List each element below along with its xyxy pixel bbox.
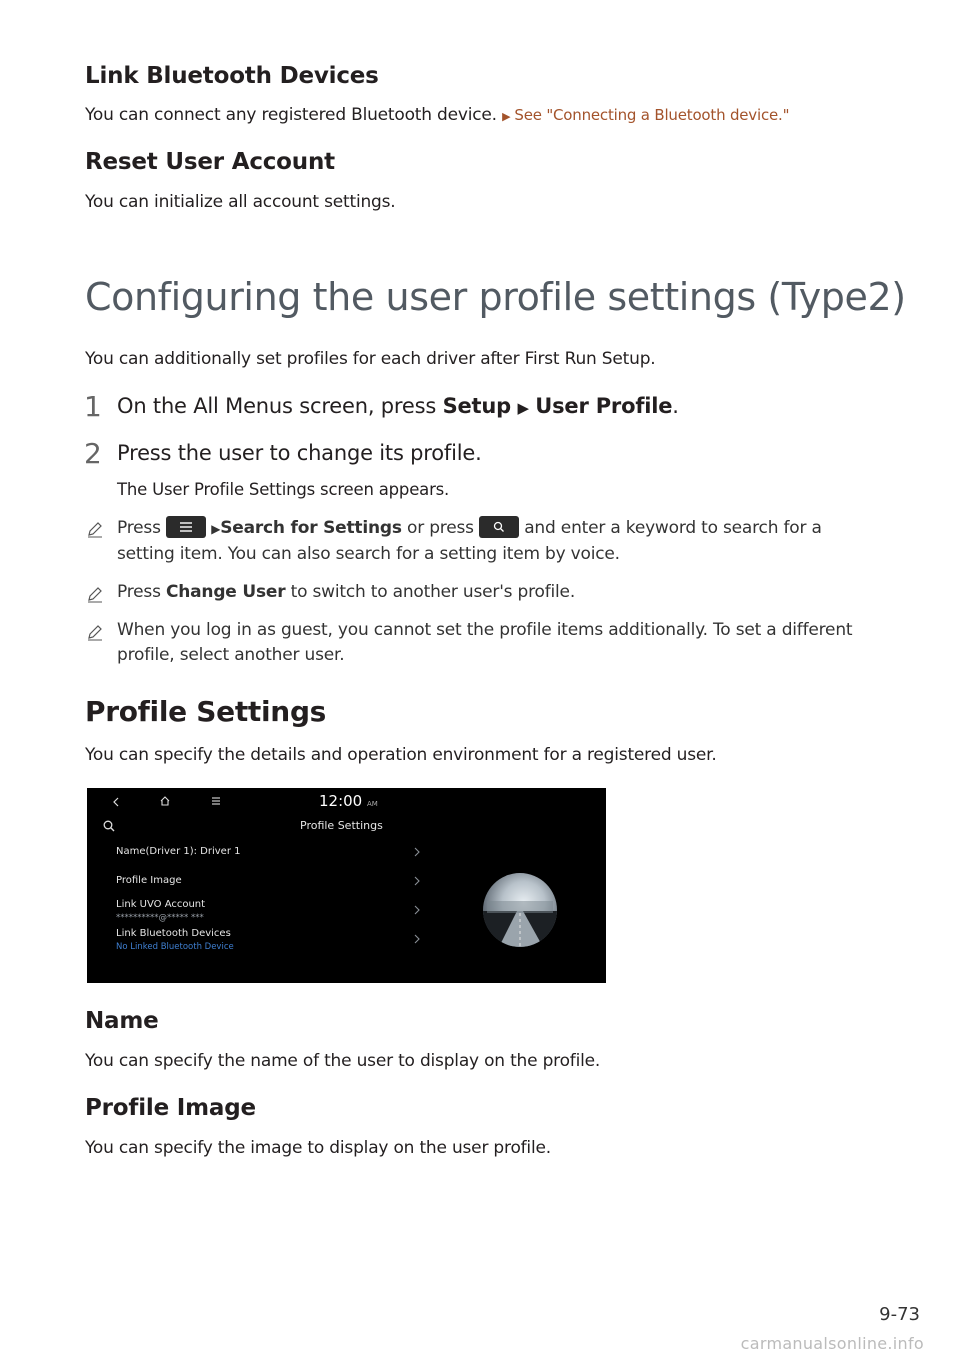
note-3-line2: profile, select another user.	[117, 645, 345, 665]
arrow-right-icon: ▶	[517, 399, 529, 417]
chevron-right-icon	[413, 905, 421, 915]
note-1-line2: setting item. You can also search for a setting item by voice.	[117, 544, 620, 564]
heading-name: Name	[85, 1008, 159, 1034]
note-3	[117, 618, 897, 668]
profile-image-body: You can specify the image to display on the user profile.	[85, 1138, 551, 1158]
clock-ampm: AM	[367, 800, 378, 808]
name-body: You can specify the name of the user to display on the profile.	[85, 1051, 601, 1071]
arrow-right-icon: ▶	[502, 110, 511, 123]
row-bluetooth-sub: No Linked Bluetooth Device	[116, 942, 234, 952]
step-1-user-profile: User Profile	[535, 394, 673, 418]
road-photo	[483, 873, 557, 947]
step-2-text: Press the user to change its profile.	[117, 441, 482, 465]
note-pencil-icon	[86, 623, 104, 645]
note-2	[117, 580, 575, 605]
back-icon[interactable]	[111, 796, 121, 808]
chevron-right-icon	[413, 847, 421, 857]
clock-time	[319, 792, 378, 810]
profile-settings-body: You can specify the details and operation environment for a registered user.	[85, 745, 717, 765]
row-name-label[interactable]: Name(Driver 1): Driver 1	[116, 846, 241, 857]
row-profile-image-label[interactable]: Profile Image	[116, 875, 182, 886]
note-1-end: and enter a keyword to search for a	[524, 518, 822, 538]
section-intro: You can additionally set profiles for each driver after First Run Setup.	[85, 349, 656, 369]
link-bluetooth-text	[85, 105, 789, 125]
step-2-result: The User Profile Settings screen appears.	[117, 480, 450, 499]
search-key-icon	[479, 516, 519, 538]
note-pencil-icon	[86, 520, 104, 542]
profile-settings-screenshot	[87, 788, 606, 983]
step-number-1: 1	[84, 390, 102, 423]
step-1-text	[117, 394, 679, 418]
page-number: 9-73	[879, 1304, 920, 1325]
row-bluetooth-label[interactable]: Link Bluetooth Devices	[116, 928, 231, 939]
heading-profile-settings: Profile Settings	[85, 695, 327, 728]
step-1-post: .	[672, 394, 679, 418]
arrow-right-icon: ▶	[211, 522, 221, 536]
note-2-change-user: Change User	[165, 582, 286, 602]
note-1-press: Press	[117, 518, 161, 538]
heading-reset-account: Reset User Account	[85, 149, 335, 175]
menu-key-icon	[166, 516, 206, 538]
xref-bluetooth-link[interactable]	[502, 106, 789, 124]
watermark: carmanualsonline.info	[740, 1334, 924, 1353]
chevron-right-icon	[413, 876, 421, 886]
clock-time-value: 12:00	[319, 792, 363, 810]
home-icon[interactable]	[159, 795, 171, 807]
note-1-search-settings: Search for Settings	[220, 518, 402, 538]
note-2-post: to switch to another user's profile.	[290, 582, 576, 602]
profile-image-avatar[interactable]	[483, 873, 557, 947]
xref-bluetooth-label: See "Connecting a Bluetooth device."	[514, 106, 790, 124]
chevron-right-icon	[413, 934, 421, 944]
note-1-mid: or press	[407, 518, 474, 538]
screen-title: Profile Settings	[300, 819, 383, 832]
reset-account-body: You can initialize all account settings.	[85, 192, 396, 212]
note-2-pre: Press	[117, 582, 161, 602]
heading-link-bluetooth: Link Bluetooth Devices	[85, 63, 379, 89]
link-bluetooth-body: You can connect any registered Bluetooth device.	[85, 105, 497, 125]
section-title: Configuring the user profile settings (Type2)	[85, 275, 906, 319]
note-1	[117, 516, 877, 567]
step-1-pre: On the All Menus screen, press	[117, 394, 443, 418]
note-pencil-icon	[86, 585, 104, 607]
row-uvo-sub: **********@***** ***	[116, 913, 204, 923]
heading-profile-image: Profile Image	[85, 1095, 256, 1121]
search-icon[interactable]	[102, 819, 116, 833]
step-number-2: 2	[84, 437, 102, 470]
note-3-line1: When you log in as guest, you cannot set the profile items additionally. To set a different	[117, 620, 853, 640]
step-1-setup: Setup	[442, 394, 511, 418]
menu-icon[interactable]	[210, 796, 222, 806]
row-uvo-label[interactable]: Link UVO Account	[116, 899, 206, 910]
